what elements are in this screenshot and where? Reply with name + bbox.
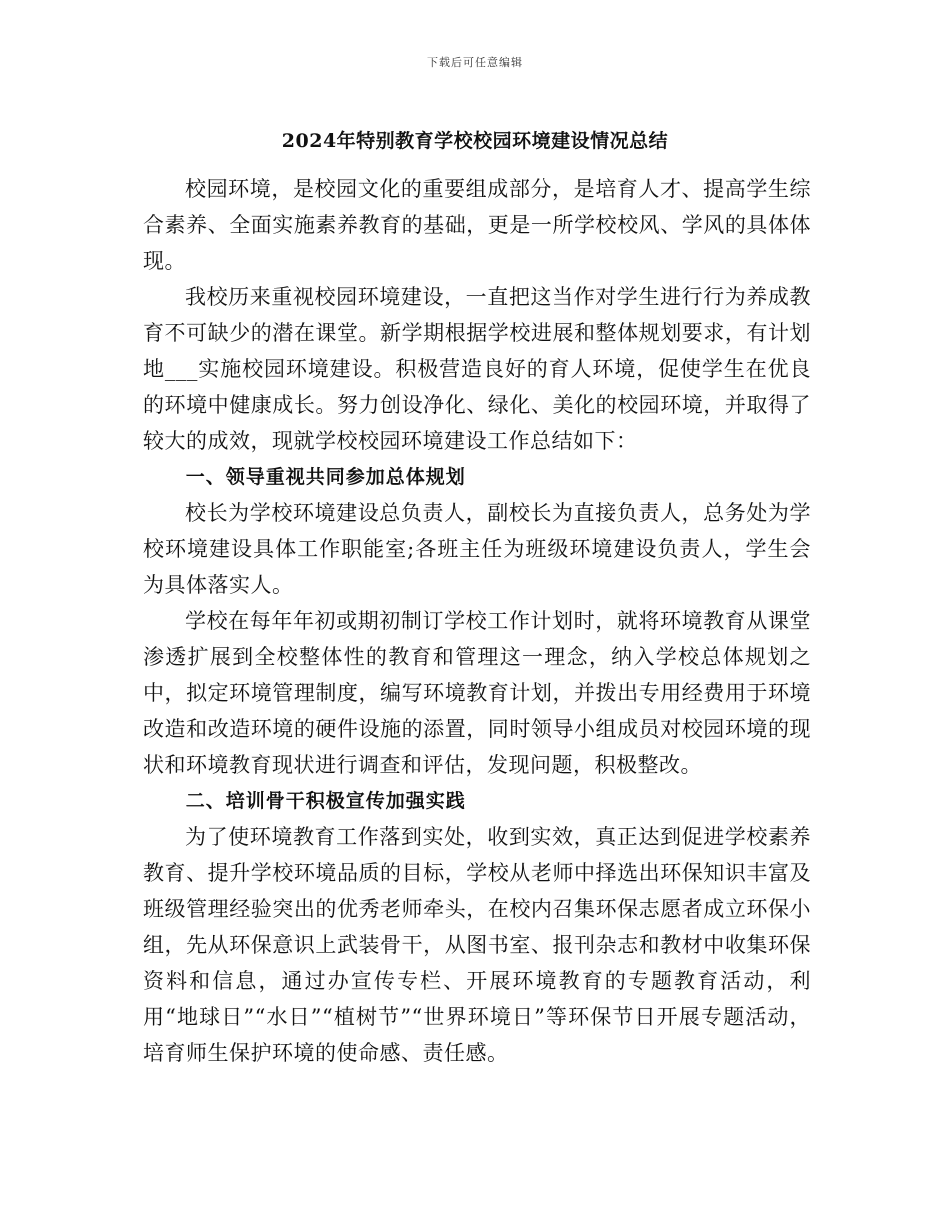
paragraph-campus-environment-intro: 校园环境，是校园文化的重要组成部分，是培育人才、提高学生综合素养、全面实施素养教育的基础，更是一所学校校风、学风的具体体现。 xyxy=(143,177,811,273)
paragraph-school-commitment: 我校历来重视校园环境建设，一直把这当作对学生进行行为养成教育不可缺少的潜在课堂。新学期根据学校进展和整体规划要求，有计划地___实施校园环境建设。积极营造良好的育人环境，促使学生在优良的环境中健康成长。努力创设净化、绿化、美化的校园环境，并取得了较大的成效，现就学校校园环境建设工作总结如下： xyxy=(143,285,811,453)
paragraph-training-activities: 为了使环境教育工作落到实处，收到实效，真正达到促进学校素养教育、提升学校环境品质的目标，学校从老师中择选出环保知识丰富及班级管理经验突出的优秀老师牵头，在校内召集环保志愿者成立环保小组，先从环保意识上武装骨干，从图书室、报刊杂志和教材中收集环保资料和信息，通过办宣传专栏、开展环境教育的专题教育活动，利用“地球日”“水日”“植树节”“世界环境日”等环保节日开展专题活动，培育师生保护环境的使命感、责任感。 xyxy=(143,825,811,1065)
section-heading-training: 二、培训骨干积极宣传加强实践 xyxy=(185,790,466,812)
document-body xyxy=(143,171,811,1071)
section-heading-leadership: 一、领导重视共同参加总体规划 xyxy=(185,466,466,488)
page-header-note: 下载后可任意编辑 xyxy=(427,56,523,69)
document-title: 2024年特别教育学校校园环境建设情况总结 xyxy=(281,130,669,152)
paragraph-responsibilities: 校长为学校环境建设总负责人，副校长为直接负责人，总务处为学校环境建设具体工作职能室;各班主任为班级环境建设负责人，学生会为具体落实人。 xyxy=(143,501,811,597)
paragraph-planning: 学校在每年年初或期初制订学校工作计划时，就将环境教育从课堂渗透扩展到全校整体性的教育和管理这一理念，纳入学校总体规划之中，拟定环境管理制度，编写环境教育计划，并拨出专用经费用于环境改造和改造环境的硬件设施的添置，同时领导小组成员对校园环境的现状和环境教育现状进行调查和评估，发现问题，积极整改。 xyxy=(143,609,811,777)
